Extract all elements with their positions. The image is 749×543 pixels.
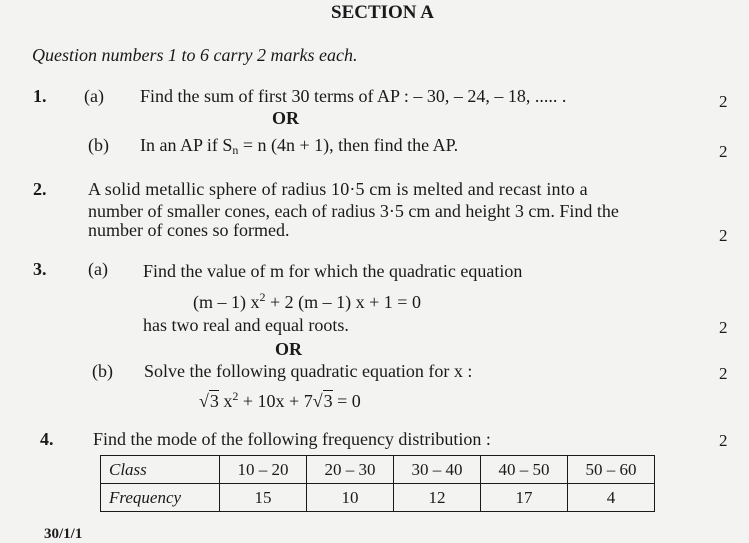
q3a-text2: has two real and equal roots.: [143, 315, 349, 335]
instruction-text: Question numbers 1 to 6 carry 2 marks each.: [32, 45, 358, 65]
q2-line2: number of smaller cones, each of radius 3·5 cm and height 3 cm. Find the: [88, 201, 619, 221]
sqrt-radicand-1: 3: [209, 391, 219, 411]
q2-number: 2.: [33, 179, 47, 199]
q3a-label: (a): [88, 259, 108, 279]
q1b-subscript: n: [232, 143, 239, 157]
sqrt-radicand-2: 3: [323, 391, 333, 411]
table-cell: 10 – 20: [220, 456, 307, 484]
q3a-marks: 2: [719, 318, 728, 337]
q1b-text-pre: In an AP if S: [140, 135, 233, 155]
q2-marks: 2: [719, 226, 728, 245]
table-cell: 17: [481, 484, 568, 512]
q3b-marks: 2: [719, 364, 728, 383]
section-title: SECTION A: [331, 2, 434, 23]
q3a-equation: [193, 290, 421, 313]
q1-number: 1.: [33, 86, 47, 106]
q4-marks: 2: [719, 431, 728, 450]
q3a-eq-pre: (m – 1) x: [193, 292, 260, 312]
table-row-header: Class: [101, 456, 220, 484]
q3b-label: (b): [92, 361, 113, 381]
table-cell: 40 – 50: [481, 456, 568, 484]
q2-line1: A solid metallic sphere of radius 10·5 cm is melted and recast into a: [88, 179, 588, 199]
frequency-table: [100, 455, 655, 512]
sqrt-symbol-1: √: [199, 391, 209, 411]
q1b-text-post: = n (4n + 1), then find the AP.: [238, 135, 459, 155]
sqrt-symbol-2: √: [312, 391, 323, 411]
q3b-eq-mid1: x: [218, 391, 233, 411]
q3b-text: Solve the following quadratic equation for x :: [144, 361, 473, 381]
q1b-text: [140, 135, 458, 158]
table-row: [101, 484, 655, 512]
q3b-eq-mid2: + 10x + 7: [238, 391, 313, 411]
q3a-text: Find the value of m for which the quadratic equation: [143, 261, 523, 281]
q1a-label: (a): [84, 86, 104, 106]
q4-text: Find the mode of the following frequency distribution :: [93, 429, 491, 449]
q3b-eq-sup: 2: [232, 389, 239, 403]
q1b-marks: 2: [719, 142, 728, 161]
table-cell: 15: [220, 484, 307, 512]
table-cell: 12: [394, 484, 481, 512]
q3a-eq-post: + 2 (m – 1) x + 1 = 0: [265, 292, 421, 312]
q4-number: 4.: [40, 429, 54, 449]
table-cell: 4: [568, 484, 655, 512]
table-row: [101, 456, 655, 484]
q3-number: 3.: [33, 259, 47, 279]
footer-code: 30/1/1: [44, 526, 83, 542]
table-cell: 10: [307, 484, 394, 512]
q1a-text: Find the sum of first 30 terms of AP : – 30, – 24, – 18, ..... .: [140, 86, 567, 106]
q3b-equation: [199, 389, 361, 412]
table-cell: 30 – 40: [394, 456, 481, 484]
table-cell: 50 – 60: [568, 456, 655, 484]
q3a-eq-sup: 2: [259, 290, 266, 304]
q2-line3: number of cones so formed.: [88, 220, 290, 240]
q1b-label: (b): [88, 135, 109, 155]
q1-or: OR: [272, 108, 299, 128]
table-row-header: Frequency: [101, 484, 220, 512]
q3b-eq-end: = 0: [332, 391, 361, 411]
q1a-marks: 2: [719, 92, 728, 111]
q3-or: OR: [275, 339, 302, 359]
table-cell: 20 – 30: [307, 456, 394, 484]
